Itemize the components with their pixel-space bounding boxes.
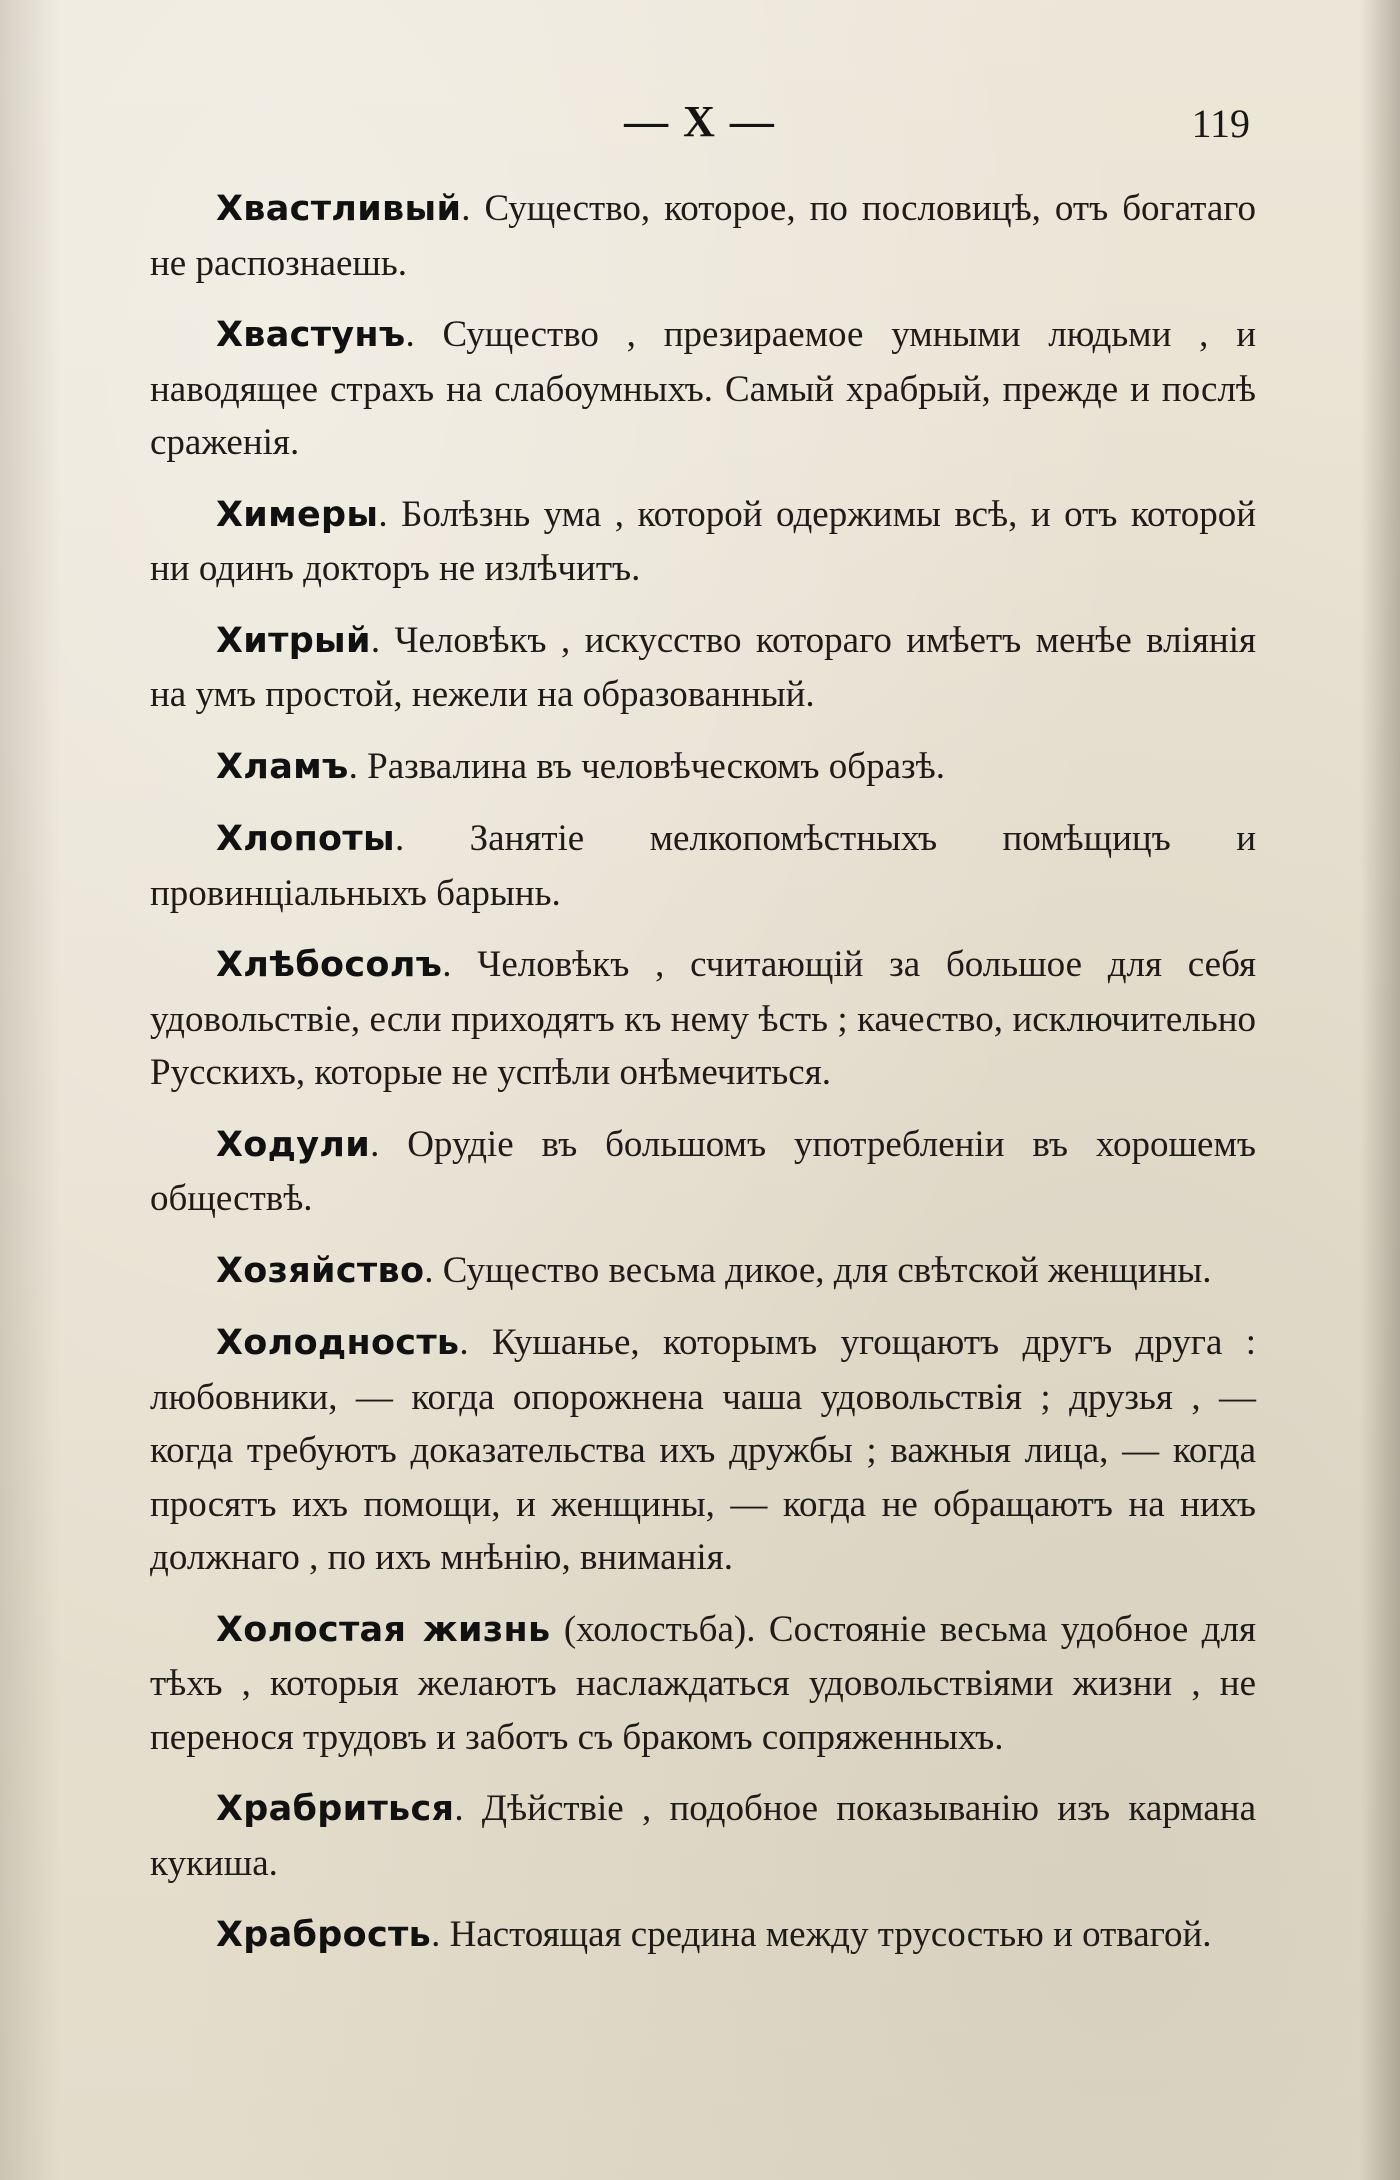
entry-khoduli xyxy=(150,1118,1256,1226)
entry-khrabrost xyxy=(150,1908,1256,1963)
entry-term: Хлѣбосолъ xyxy=(216,945,443,985)
entry-khrabritsya xyxy=(150,1782,1256,1890)
page-number: 119 xyxy=(1191,101,1250,146)
entry-khvastlivy xyxy=(150,182,1256,290)
running-header xyxy=(150,96,1250,152)
entry-definition: (холостьба). Состояніе весьма удобное для тѣхъ , которыя желаютъ наслаждаться удовольствіями жизни , не перенося трудовъ и заботъ съ бракомъ сопряженныхъ. xyxy=(150,1608,1256,1758)
entry-khimery xyxy=(150,488,1256,596)
entry-definition: . Существо, которое, по пословицѣ, отъ богатаго не распознаешь. xyxy=(150,188,1256,284)
entry-term: Хитрый xyxy=(216,620,371,661)
entry-definition: . Дѣйствіе , подобное показыванію изъ кармана кукиша. xyxy=(150,1788,1256,1884)
entry-khlam xyxy=(150,740,1256,795)
entry-term: Храбриться xyxy=(216,1789,455,1829)
entry-term: Храбрость xyxy=(216,1915,432,1955)
entry-definition: . Существо весьма дикое, для свѣтской женщины. xyxy=(424,1249,1212,1291)
entry-definition: . Орудіе въ большомъ употребленіи въ хорошемъ обществѣ. xyxy=(150,1123,1256,1219)
entry-khlopoty xyxy=(150,812,1256,920)
entry-term: Ходули xyxy=(216,1124,371,1165)
entry-khozyaystvo xyxy=(150,1244,1256,1299)
entry-term: Холостая жизнь xyxy=(216,1609,551,1650)
entry-term: Хозяйство xyxy=(216,1250,425,1291)
entry-term: Холодность xyxy=(216,1323,460,1363)
section-letter-mark: — Х — xyxy=(624,97,776,146)
entry-term: Химеры xyxy=(216,494,379,535)
entry-definition: . Развалина въ человѣческомъ образѣ. xyxy=(348,745,945,787)
entry-kholodnost xyxy=(150,1316,1256,1585)
entry-khvastun xyxy=(150,308,1256,470)
entry-kholostaya-zhizn xyxy=(150,1603,1256,1765)
entry-definition: . Настоящая средина между трусостью и отвагой. xyxy=(431,1914,1212,1955)
entry-term: Хвастунъ xyxy=(216,315,406,355)
entry-khlebosol xyxy=(150,938,1256,1100)
entry-term: Хвастливый xyxy=(216,189,462,229)
entry-term: Хламъ xyxy=(216,746,349,787)
entry-definition: . Существо , презираемое умными людьми , и наводящее страхъ на слабоумныхъ. Самый храбрый, прежде и послѣ сраженія. xyxy=(150,314,1256,463)
entry-khitry xyxy=(150,614,1256,722)
entry-definition: . Болѣзнь ума , которой одержимы всѣ, и отъ которой ни одинъ докторъ не излѣчитъ. xyxy=(150,493,1256,589)
entry-definition: . Человѣкъ , искусство котораго имѣетъ менѣе вліянія на умъ простой, нежели на образованный. xyxy=(150,619,1256,715)
entry-definition: . Занятіе мелкопомѣстныхъ помѣщицъ и провинціальныхъ барынь. xyxy=(150,818,1256,914)
entry-definition: . Кушанье, которымъ угощаютъ другъ друга : любовники, — когда опорожнена чаша удовольствія ; друзья , — когда требуютъ доказательства ихъ дружбы ; важныя лица, — когда просятъ ихъ помощи, и женщины, — когда не обращаютъ на нихъ должнаго , по ихъ мнѣнію, вниманія. xyxy=(150,1322,1256,1578)
entry-term: Хлопоты xyxy=(216,819,395,859)
spine-shadow xyxy=(0,0,60,2180)
page-edge-shadow xyxy=(1360,0,1400,2180)
entry-definition: . Человѣкъ , считающій за большое для себя удовольствіе, если приходятъ къ нему ѣсть ; качество, исключительно Русскихъ, которые не успѣли онѣмечиться. xyxy=(150,944,1256,1093)
dictionary-entries xyxy=(150,182,1256,1981)
